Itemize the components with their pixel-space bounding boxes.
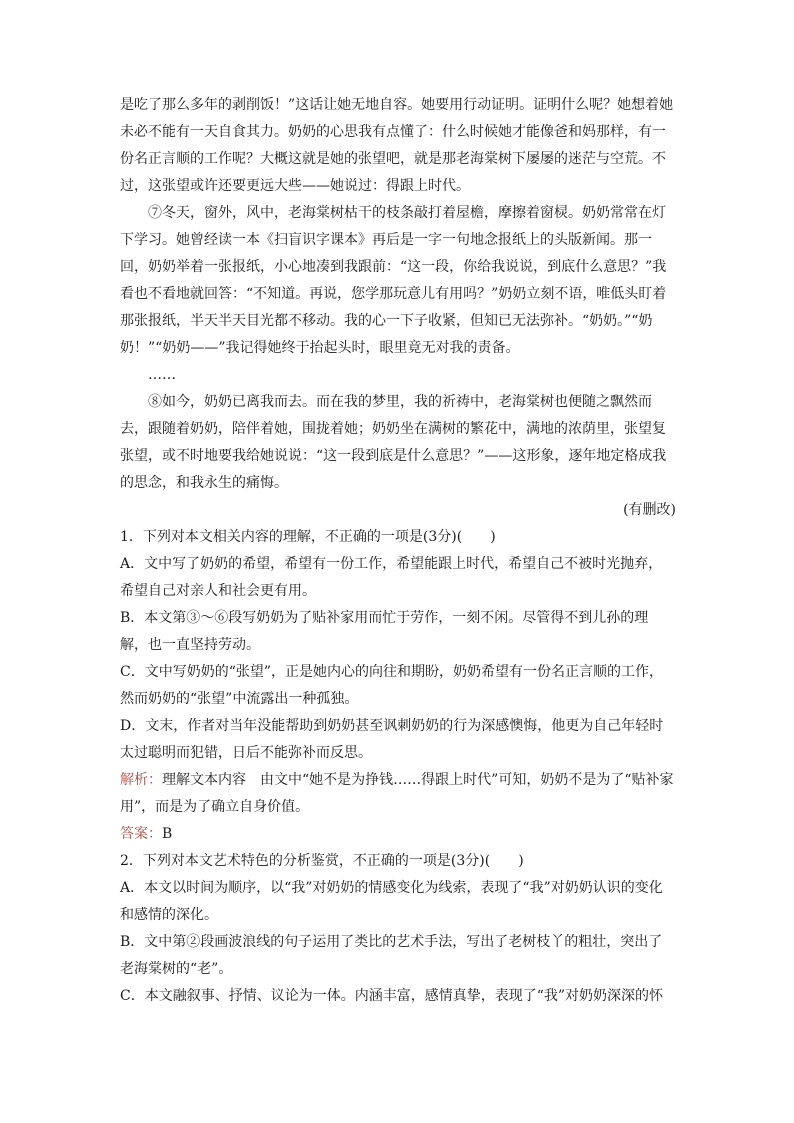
document-body (120, 92, 676, 1010)
question-1-option-d: D．文末，作者对当年没能帮助到奶奶甚至讽刺奶奶的行为深感懊悔，他更为自己年轻时太过聪明而犯错，日后不能弥补而反思。 (120, 718, 664, 761)
answer-text: B (162, 826, 173, 842)
passage-paragraph-continued: 是吃了那么多年的剥削饭！”这话让她无地自容。她要用行动证明。证明什么呢？她想着她未必不能有一天自食其力。奶奶的心思我有点懂了：什么时候她才能像爸和妈那样，有一份名正言顺的工作呢？大概这就是她的张望吧，就是那老海棠树下屡屡的迷茫与空荒。不过，这张望或许还要更远大些——她说过：得跟上时代。 (120, 97, 674, 194)
answer-label: 答案： (120, 826, 162, 842)
passage-paragraph-7: ⑦冬天，窗外，风中，老海棠树枯干的枝条敲打着屋檐，摩擦着窗棂。奶奶常常在灯下学习。她曾经读一本《扫盲识字课本》再后是一字一句地念报纸上的头版新闻。那一回，奶奶举着一张报纸，小心地凑到我跟前：“这一段，你给我说说，到底什么意思？”我看也不看地就回答：“不知道。再说，您学那玩意儿有用吗？”奶奶立刻不语，唯低头盯着那张报纸，半天半天目光都不移动。我的心一下子收紧，但知已无法弥补。“奶奶。”“奶奶！”“奶奶——”我记得她终于抬起头时，眼里竟无对我的责备。 (120, 205, 667, 356)
question-1-answer (120, 821, 676, 848)
question-1-option-a: A．文中写了奶奶的希望，希望有一份工作，希望能跟上时代，希望自己不被时光抛弃，希望自己对亲人和社会更有用。 (120, 556, 663, 599)
passage-paragraph-8: ⑧如今，奶奶已离我而去。而在我的梦里，我的祈祷中，老海棠树也便随之飘然而去，跟随着奶奶，陪伴着她，围拢着她；奶奶坐在满树的繁花中，满地的浓荫里，张望复张望，或不时地要我给她说说：“这一段到底是什么意思？”——这形象，逐年地定格成我的思念，和我永生的痛悔。 (120, 394, 667, 491)
question-1-option-c: C．文中写奶奶的“张望”，正是她内心的向往和期盼，奶奶希望有一份名正言顺的工作，然而奶奶的“张望”中流露出一种孤独。 (120, 664, 664, 707)
question-2-option-a: A．本文以时间为顺序，以“我”对奶奶的情感变化为线索，表现了“我”对奶奶认识的变化和感情的深化。 (120, 880, 663, 923)
edit-note: (有删改) (623, 502, 676, 518)
question-2-stem: 2．下列对本文艺术特色的分析鉴赏，不正确的一项是(3分)( ) (120, 853, 524, 869)
question-1-option-b: B．本文第③～⑥段写奶奶为了贴补家用而忙于劳作，一刻不闲。尽管得不到儿孙的理解，也一直坚持劳动。 (120, 610, 649, 653)
question-1-stem: 1．下列对本文相关内容的理解，不正确的一项是(3分)( ) (120, 529, 496, 545)
analysis-text: 理解文本内容 由文中“她不是为挣钱……得跟上时代”可知，奶奶不是为了“贴补家用”，而是为了确立自身价值。 (120, 772, 674, 815)
analysis-label: 解析： (120, 772, 162, 788)
passage-ellipsis: …… (148, 367, 176, 383)
question-2-option-b: B．文中第②段画波浪线的句子运用了类比的艺术手法，写出了老树枝丫的粗壮，突出了老海棠树的“老”。 (120, 934, 663, 977)
question-1-analysis (120, 767, 676, 821)
question-2-option-c: C．本文融叙事、抒情、议论为一体。内涵丰富，感情真挚，表现了“我”对奶奶深深的怀 (120, 988, 664, 1004)
